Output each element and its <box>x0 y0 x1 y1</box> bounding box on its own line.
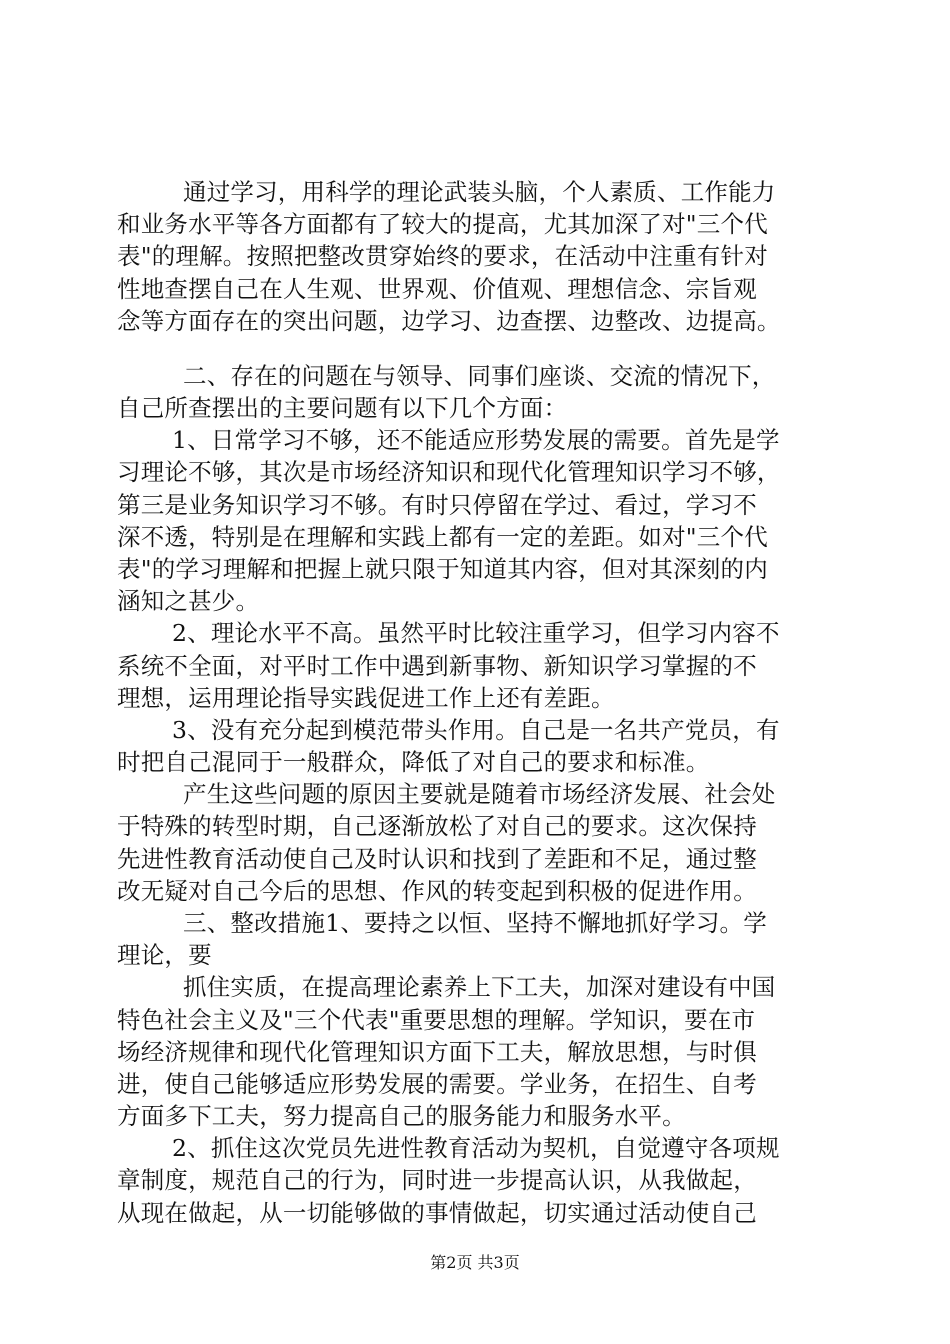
text-line-26: 特色社会主义及"三个代表"重要思想的理解。学知识，要在市 <box>117 1006 756 1034</box>
text-line-21: 先进性教育活动使自己及时认识和找到了差距和不足，通过整 <box>117 845 757 873</box>
text-line-22: 改无疑对自己今后的思想、作风的转变起到积极的促进作用。 <box>117 877 757 905</box>
text-line-10: 第三是业务知识学习不够。有时只停留在学过、看过，学习不 <box>117 491 757 519</box>
text-line-13: 涵知之甚少。 <box>117 587 260 615</box>
text-line-8: 1、日常学习不够，还不能适应形势发展的需要。首先是学 <box>172 426 780 454</box>
text-line-28: 进，使自己能够适应形势发展的需要。学业务，在招生、自考 <box>117 1070 757 1098</box>
text-line-24: 理论，要 <box>117 941 212 969</box>
text-line-25: 抓住实质，在提高理论素养上下工夫，加深对建设有中国 <box>183 973 776 1001</box>
text-line-29: 方面多下工夫，努力提高自己的服务能力和服务水平。 <box>117 1102 686 1130</box>
text-line-6: 二、存在的问题在与领导、同事们座谈、交流的情况下， <box>183 362 776 390</box>
text-line-9: 习理论不够，其次是市场经济知识和现代化管理知识学习不够， <box>117 458 781 486</box>
text-line-14: 2、理论水平不高。虽然平时比较注重学习，但学习内容不 <box>172 619 780 647</box>
text-line-12: 表"的学习理解和把握上就只限于知道其内容，但对其深刻的内 <box>117 555 768 583</box>
text-line-11: 深不透，特别是在理解和实践上都有一定的差距。如对"三个代 <box>117 523 768 551</box>
text-line-2: 和业务水平等各方面都有了较大的提高，尤其加深了对"三个代 <box>117 210 768 238</box>
text-line-32: 从现在做起，从一切能够做的事情做起，切实通过活动使自己 <box>117 1199 757 1227</box>
text-line-15: 系统不全面，对平时工作中遇到新事物、新知识学习掌握的不 <box>117 652 757 680</box>
text-line-18: 时把自己混同于一般群众，降低了对自己的要求和标准。 <box>117 748 710 776</box>
text-line-17: 3、没有充分起到模范带头作用。自己是一名共产党员，有 <box>172 716 780 744</box>
page-number-footer: 第2页 共3页 <box>430 1253 520 1272</box>
text-line-30: 2、抓住这次党员先进性教育活动为契机，自觉遵守各项规 <box>172 1134 780 1162</box>
text-line-16: 理想，运用理论指导实践促进工作上还有差距。 <box>117 684 615 712</box>
text-line-23: 三、整改措施1、要持之以恒、坚持不懈地抓好学习。学 <box>183 909 767 937</box>
text-line-4: 性地查摆自己在人生观、世界观、价值观、理想信念、宗旨观 <box>117 275 757 303</box>
text-line-19: 产生这些问题的原因主要就是随着市场经济发展、社会处 <box>183 780 776 808</box>
text-line-27: 场经济规律和现代化管理知识方面下工夫，解放思想，与时俱 <box>117 1038 757 1066</box>
text-line-20: 于特殊的转型时期，自己逐渐放松了对自己的要求。这次保持 <box>117 812 757 840</box>
text-line-5: 念等方面存在的突出问题，边学习、边查摆、边整改、边提高。 <box>117 307 781 335</box>
text-line-7: 自己所查摆出的主要问题有以下几个方面： <box>117 394 568 422</box>
text-line-1: 通过学习，用科学的理论武装头脑，个人素质、工作能力 <box>183 178 776 206</box>
text-line-3: 表"的理解。按照把整改贯穿始终的要求，在活动中注重有针对 <box>117 242 768 270</box>
text-line-31: 章制度，规范自己的行为，同时进一步提高认识，从我做起， <box>117 1166 757 1194</box>
